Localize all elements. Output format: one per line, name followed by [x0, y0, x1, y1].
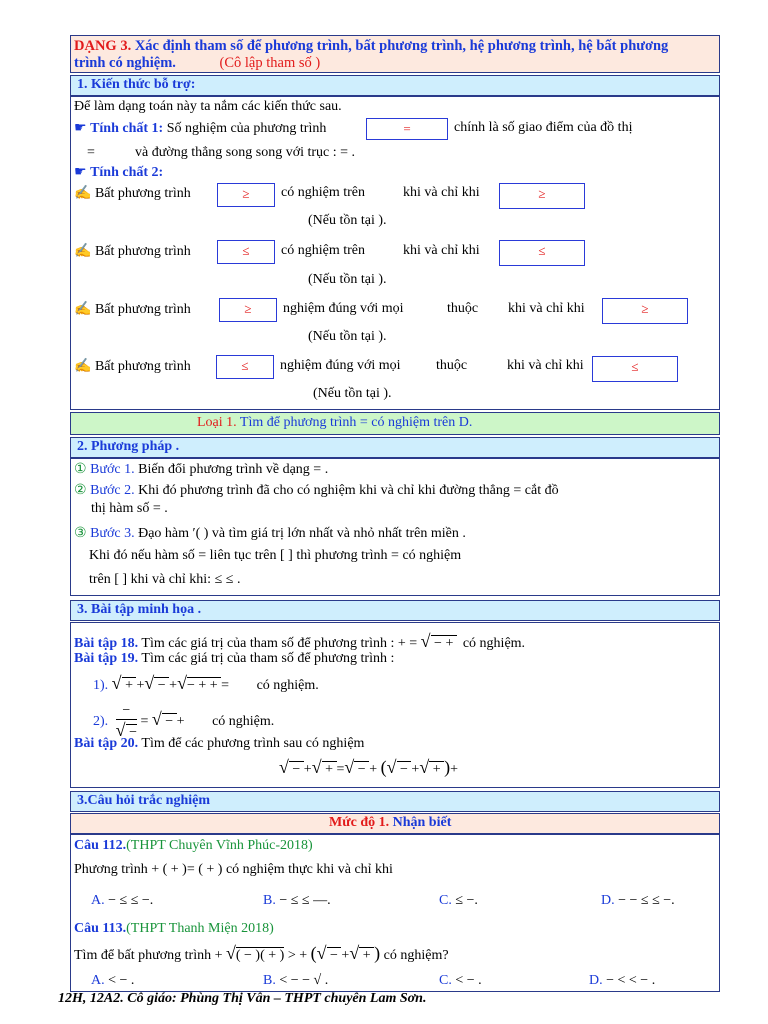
item-text: khi và chỉ khi [507, 358, 584, 373]
questions-box [70, 834, 720, 992]
item-text: thuộc [447, 301, 479, 316]
loai-text: Tìm để phương trình = có nghiệm trên D. [236, 415, 473, 430]
question-112-option-a[interactable]: A. − ≤ ≤ −. [91, 893, 154, 908]
step-3-label: Bước 3. [90, 526, 135, 541]
question-113-source: (THPT Thanh Miện 2018) [126, 921, 274, 936]
exercise-19-text: Tìm các giá trị của tham số để phương trình : [138, 651, 395, 666]
step-3-line-3: trên [ ] khi và chỉ khi: ≤ ≤ . [89, 572, 241, 587]
radicand: − + [430, 636, 457, 651]
pen-icon: ✍ [74, 359, 92, 374]
part-end: có nghiệm. [212, 714, 275, 730]
item-text: Bất phương trình [94, 244, 191, 259]
property-1-line-2: và đường thẳng song song với trục : = . [135, 145, 356, 160]
part-end: có nghiệm. [256, 678, 319, 693]
item-text: khi và chỉ khi [403, 243, 480, 258]
title-line-1 [74, 38, 668, 55]
exercise-18-label: Bài tập 18. [74, 636, 139, 651]
exercise-20-equation: √ − +√ + =√ − + (√ − +√ + )+ [279, 757, 459, 777]
circle-2-icon: ② [74, 483, 87, 498]
section-4-title: 3.Câu hỏi trắc nghiệm [77, 793, 210, 808]
step-3-line-2: Khi đó nếu hàm số = liên tục trên [ ] thì phương trình = có nghiệm [89, 548, 462, 563]
property-1-eq: = [87, 145, 95, 160]
item-text: thuộc [436, 358, 468, 373]
level-box [70, 813, 720, 834]
section-2-header [70, 437, 720, 458]
property-2-item-4 [74, 358, 191, 375]
title-box [70, 35, 720, 73]
circle-3-icon: ③ [74, 526, 87, 541]
fraction: − √ − [115, 703, 137, 740]
step-2 [74, 482, 559, 499]
property-2-item-3 [74, 301, 191, 318]
ineq-box: ≤ [499, 240, 585, 266]
question-113-stem: Tìm để bất phương trình + [74, 948, 223, 963]
ineq-box: ≤ [592, 356, 678, 382]
section-1-header [70, 75, 720, 96]
property-1-text-2: chính là số giao điểm của đồ thị [454, 120, 633, 135]
property-2-item-1 [74, 185, 191, 202]
exercise-20-label: Bài tập 20. [74, 736, 139, 751]
pointing-hand-icon: ☛ [74, 165, 87, 180]
property-2-item-2 [74, 243, 191, 260]
loai-label: Loại 1. [197, 415, 237, 430]
pen-icon: ✍ [74, 244, 92, 259]
exercise-20-text: Tìm để các phương trình sau có nghiệm [138, 736, 365, 751]
ineq-box: ≥ [217, 183, 275, 207]
item-text: khi và chỉ khi [403, 185, 480, 200]
question-113-option-c[interactable]: C. < − . [439, 973, 482, 988]
item-text: nghiệm đúng với mọi [280, 358, 401, 373]
circle-1-icon: ① [74, 462, 87, 477]
title-text: Xác định tham số để phương trình, bất phương trình, hệ phương trình, hệ bất phương [131, 38, 669, 54]
question-113-end: có nghiệm? [383, 948, 449, 963]
intro-text: Để làm dạng toán này ta nắm các kiến thức sau. [74, 99, 342, 114]
step-1-label: Bước 1. [90, 462, 135, 477]
question-112-option-d[interactable]: D. − − ≤ ≤ −. [601, 893, 675, 908]
exercise-18 [74, 631, 525, 652]
step-2-text: Khi đó phương trình đã cho có nghiệm khi và chỉ khi đường thẳng = cắt đồ [134, 483, 559, 498]
step-1-text: Biến đổi phương trình về dạng = . [134, 462, 329, 477]
sqrt-icon: √ [420, 631, 431, 651]
question-113-label: Câu 113. [74, 921, 127, 936]
ineq-box: ≤ [216, 355, 274, 379]
title-note: (Cô lập tham số ) [219, 55, 321, 71]
ineq-box: ≥ [602, 298, 688, 324]
loai-box [70, 412, 720, 435]
section-4-header [70, 791, 720, 812]
sqrt-icon: √ [111, 673, 122, 693]
item-note: (Nếu tồn tại ). [308, 213, 387, 228]
item-note: (Nếu tồn tại ). [308, 272, 387, 287]
pen-icon: ✍ [74, 186, 92, 201]
question-112-option-c[interactable]: C. ≤ −. [439, 893, 478, 908]
question-113-text: Tìm để bất phương trình + √( − )( + ) > + (√ − +√ + ) có nghiệm? [74, 943, 449, 963]
step-1 [74, 461, 328, 478]
ineq-box: ≥ [499, 183, 585, 209]
property-1-text: Số nghiệm của phương trình [163, 121, 327, 136]
sqrt-icon: √ [177, 673, 187, 693]
item-text: Bất phương trình [94, 302, 191, 317]
question-112-option-b[interactable]: B. − ≤ ≤ —. [263, 893, 331, 908]
section-2-title: 2. Phương pháp . [77, 439, 180, 454]
property-2-label: Tính chất 2: [90, 165, 164, 180]
section-3-header [70, 600, 720, 621]
exercise-18-text: Tìm các giá trị của tham số để phương trình : + = [138, 636, 418, 651]
property-2 [74, 164, 163, 181]
exercise-19-label: Bài tập 19. [74, 651, 139, 666]
section-3-title: 3. Bài tập minh họa . [77, 602, 202, 617]
item-text: nghiệm đúng với mọi [283, 301, 404, 316]
question-113-option-a[interactable]: A. < − . [91, 973, 135, 988]
question-113-option-d[interactable]: D. − < < − . [589, 973, 656, 988]
exercise-18-end: có nghiệm. [462, 636, 526, 651]
ineq-box: ≥ [219, 298, 277, 322]
step-3-text: Đạo hàm ′( ) và tìm giá trị lớn nhất và nhỏ nhất trên miền . [134, 526, 466, 541]
level-label: Mức độ 1. [329, 815, 390, 830]
exercise-20 [74, 736, 364, 752]
part-number: 1). [93, 678, 109, 693]
section-1-body [70, 96, 720, 410]
exercise-19-part-2: 2). − √ − = √ − + có nghiệm. [93, 703, 275, 740]
section-1-title: 1. Kiến thức bỗ trợ: [77, 77, 196, 92]
pen-icon: ✍ [74, 302, 92, 317]
level-text: Nhận biết [389, 815, 452, 830]
part-number: 2). [93, 714, 109, 730]
property-1 [74, 120, 326, 137]
item-text: Bất phương trình [94, 186, 191, 201]
question-113-option-b[interactable]: B. < − − √ . [263, 973, 329, 988]
pointing-hand-icon: ☛ [74, 121, 87, 136]
title-line-2 [74, 55, 320, 72]
sqrt-icon: √ [151, 709, 162, 730]
ineq-box: ≤ [217, 240, 275, 264]
level-line [329, 815, 451, 831]
item-text: khi và chỉ khi [508, 301, 585, 316]
property-1-label: Tính chất 1: [90, 121, 164, 136]
question-112-label: Câu 112. [74, 838, 127, 853]
item-text: Bất phương trình [94, 359, 191, 374]
section-3-body [70, 622, 720, 788]
step-2-line-2: thị hàm số = . [91, 501, 168, 516]
section-2-body [70, 458, 720, 596]
item-text: có nghiệm trên [281, 243, 365, 258]
item-note: (Nếu tồn tại ). [308, 329, 387, 344]
footer-text: 12H, 12A2. Cô giáo: Phùng Thị Vân – THPT chuyên Lam Sơn. [58, 991, 427, 1006]
step-3 [74, 525, 466, 542]
item-text: có nghiệm trên [281, 185, 365, 200]
question-112-header [74, 838, 313, 854]
question-113-header [74, 921, 274, 937]
equation-box: = [366, 118, 448, 140]
exercise-19 [74, 651, 394, 667]
question-112-source: (THPT Chuyên Vĩnh Phúc-2018) [126, 838, 313, 853]
dang-label: DẠNG 3. [74, 38, 132, 54]
sqrt-icon: √ [144, 673, 155, 693]
item-note: (Nếu tồn tại ). [313, 386, 392, 401]
title-line2: trình có nghiệm. [74, 55, 176, 71]
loai-line [197, 415, 472, 431]
exercise-19-part-1: 1). √ + +√ − +√− + + = có nghiệm. [93, 673, 319, 693]
step-2-label: Bước 2. [90, 483, 135, 498]
question-112-text: Phương trình + ( + )= ( + ) có nghiệm thực khi và chỉ khi [74, 862, 393, 877]
